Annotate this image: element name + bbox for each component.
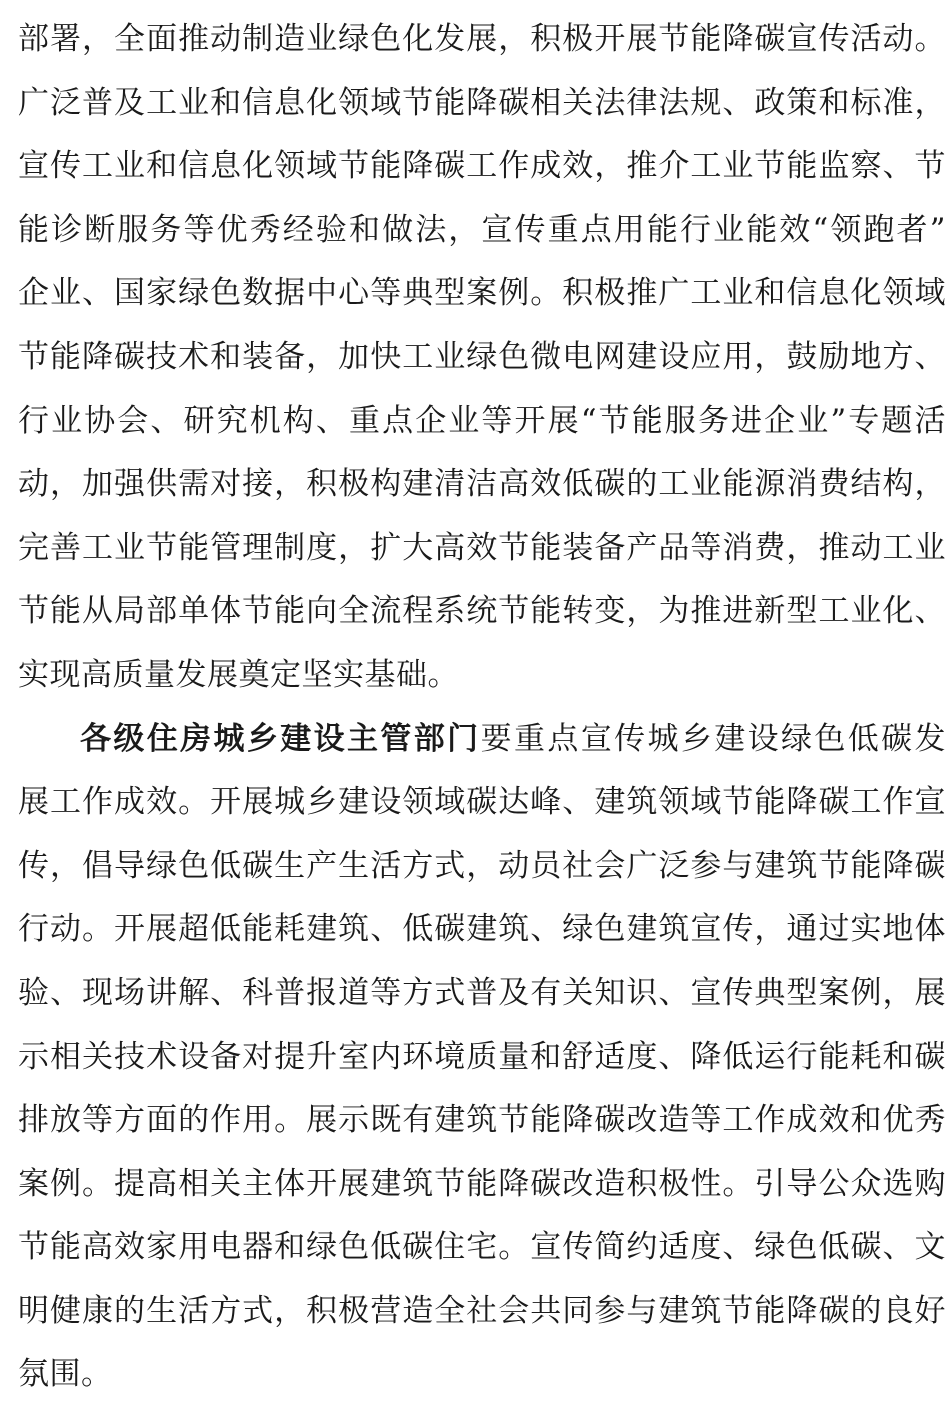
paragraph-first-line [18, 708, 946, 772]
paragraph-1 [18, 8, 946, 708]
paragraph-line: 案例。提高相关主体开展建筑节能降碳改造积极性。引导公众选购 [18, 1165, 946, 1202]
paragraph-line: 完善工业节能管理制度，扩大高效节能装备产品等消费，推动工业 [18, 529, 946, 566]
paragraph-line: 排放等方面的作用。展示既有建筑节能降碳改造等工作成效和优秀 [18, 1102, 946, 1139]
paragraph-line: 示相关技术设备对提升室内环境质量和舒适度、降低运行能耗和碳 [18, 1038, 946, 1075]
paragraph-line: 验、现场讲解、科普报道等方式普及有关知识、宣传典型案例，展 [18, 974, 946, 1011]
paragraph-line: 节能高效家用电器和绿色低碳住宅。宣传简约适度、绿色低碳、文 [18, 1229, 946, 1266]
paragraph-line: 能诊断服务等优秀经验和做法，宣传重点用能行业能效“领跑者” [18, 211, 946, 248]
paragraph-line: 企业、国家绿色数据中心等典型案例。积极推广工业和信息化领域 [18, 275, 946, 312]
document-body [18, 8, 946, 1407]
paragraph-line: 节能从局部单体节能向全流程系统节能转变，为推进新型工业化、 [18, 593, 946, 630]
paragraph-line: 部署，全面推动制造业绿色化发展，积极开展节能降碳宣传活动。 [18, 21, 946, 57]
paragraph-line: 传，倡导绿色低碳生产生活方式，动员社会广泛参与建筑节能降碳 [18, 847, 946, 884]
paragraph-line: 实现高质量发展奠定坚实基础。 [18, 656, 459, 693]
paragraph-line: 广泛普及工业和信息化领域节能降碳相关法律法规、政策和标准， [18, 84, 946, 121]
paragraph-line: 动，加强供需对接，积极构建清洁高效低碳的工业能源消费结构， [18, 466, 946, 503]
paragraph-lead-heading: 各级住房城乡建设主管部门 [80, 720, 481, 757]
paragraph-line: 节能降碳技术和装备，加快工业绿色微电网建设应用，鼓励地方、 [18, 338, 946, 375]
paragraph-line: 展工作成效。开展城乡建设领域碳达峰、建筑领域节能降碳工作宣 [18, 784, 946, 821]
paragraph-line-rest: 要重点宣传城乡建设绿色低碳发 [480, 720, 947, 757]
paragraph-line: 宣传工业和信息化领域节能降碳工作成效，推介工业节能监察、节 [18, 148, 946, 185]
paragraph-line: 行业协会、研究机构、重点企业等开展“节能服务进企业”专题活 [18, 402, 946, 439]
paragraph-2 [18, 708, 946, 1407]
paragraph-line: 明健康的生活方式，积极营造全社会共同参与建筑节能降碳的良好 [18, 1292, 946, 1329]
paragraph-line: 氛围。 [18, 1356, 113, 1393]
paragraph-line: 行动。开展超低能耗建筑、低碳建筑、绿色建筑宣传，通过实地体 [18, 911, 946, 948]
